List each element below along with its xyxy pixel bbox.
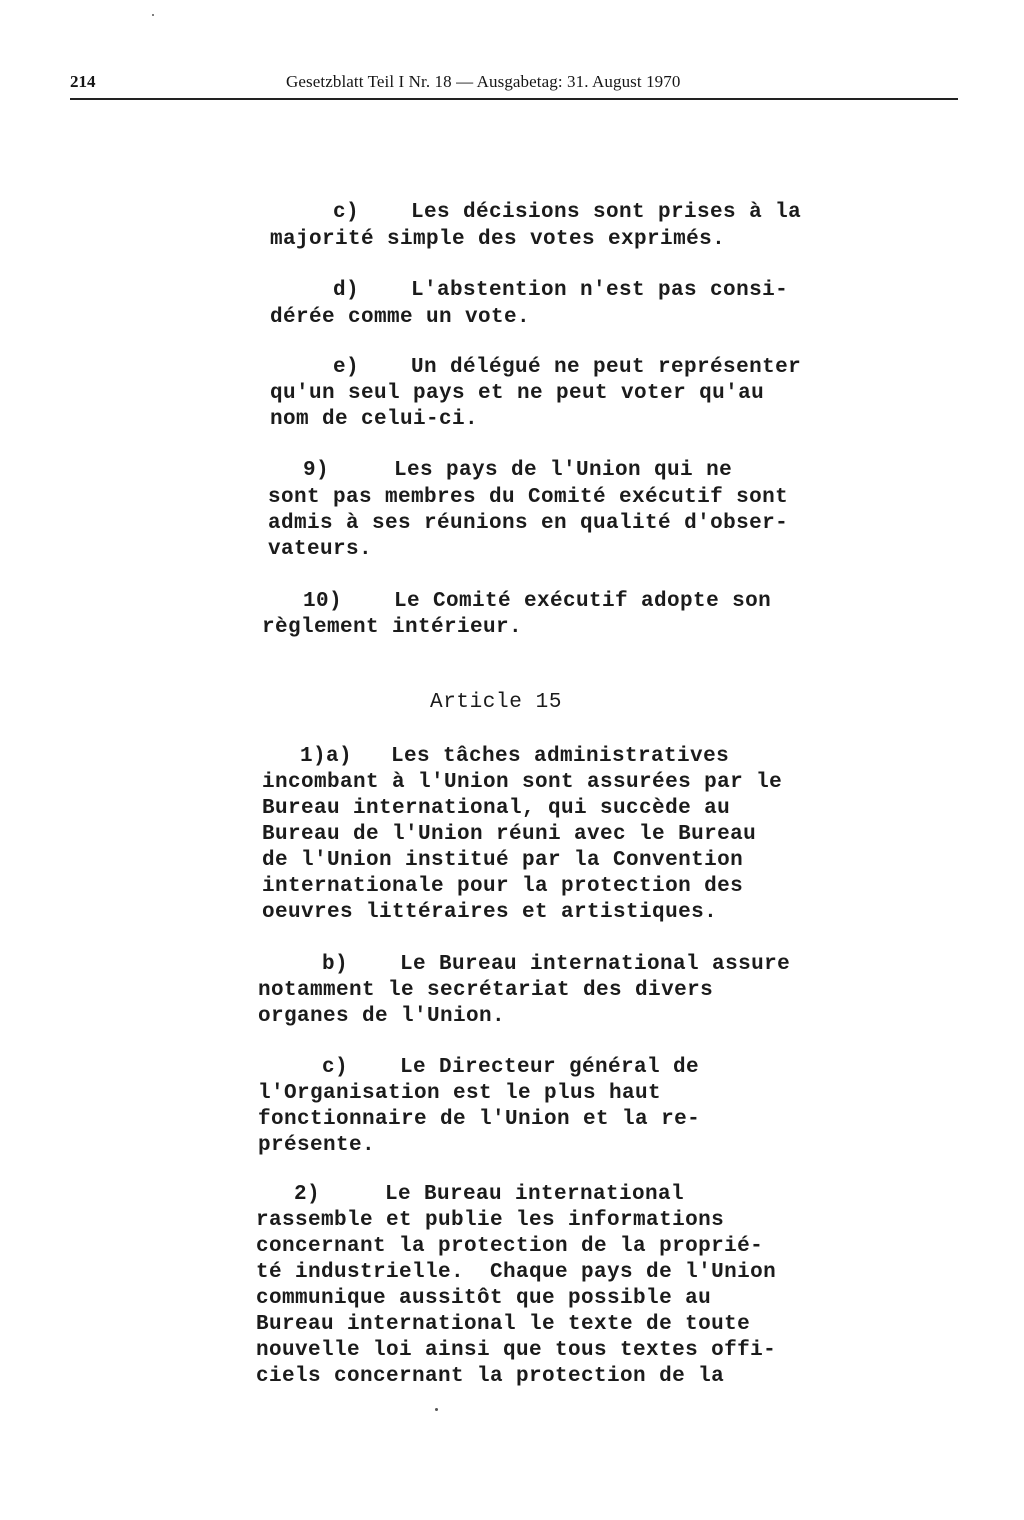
article-15-2-line: nouvelle loi ainsi que tous textes offi- xyxy=(256,1339,777,1362)
article-15-2-line: concernant la protection de la proprié- xyxy=(256,1235,764,1258)
article-15-1a-line: Bureau international, qui succède au xyxy=(262,797,731,820)
page-number: 214 xyxy=(70,72,96,91)
article-15-2-line: 2) Le Bureau international xyxy=(294,1183,685,1206)
paragraph-8d-line: d) L'abstention n'est pas consi- xyxy=(333,279,789,302)
gazette-title: Gesetzblatt Teil I Nr. 18 — Ausgabetag: 31. August 1970 xyxy=(286,72,681,91)
paragraph-8e-line: e) Un délégué ne peut représenter xyxy=(333,356,802,379)
paragraph-8c-line: majorité simple des votes exprimés. xyxy=(270,228,726,251)
article-15-1b-line: b) Le Bureau international assure xyxy=(322,953,791,976)
article-15-2-line: té industrielle. Chaque pays de l'Union xyxy=(256,1261,777,1284)
article-15-1a-line: incombant à l'Union sont assurées par le xyxy=(262,771,783,794)
article-15-1a-line: internationale pour la protection des xyxy=(262,875,744,898)
article-15-2-line: communique aussitôt que possible au xyxy=(256,1287,712,1310)
article-15-1c-line: l'Organisation est le plus haut xyxy=(258,1082,662,1105)
article-15-1a-line: 1)a) Les tâches administratives xyxy=(300,745,730,768)
paragraph-9-line: vateurs. xyxy=(268,538,373,561)
article-15-2-line: Bureau international le texte de toute xyxy=(256,1313,751,1336)
article-15-2-line: rassemble et publie les informations xyxy=(256,1209,725,1232)
paragraph-8e-line: qu'un seul pays et ne peut voter qu'au xyxy=(270,382,765,405)
paragraph-8c-line: c) Les décisions sont prises à la xyxy=(333,201,802,224)
paragraph-10-line: règlement intérieur. xyxy=(262,616,523,639)
article-15-1a-line: Bureau de l'Union réuni avec le Bureau xyxy=(262,823,757,846)
article-heading: Article 15 xyxy=(430,691,563,714)
scan-speck xyxy=(152,14,154,16)
article-15-1c-line: présente. xyxy=(258,1134,376,1157)
article-15-1b-line: notamment le secrétariat des divers xyxy=(258,979,714,1002)
article-15-1c-line: fonctionnaire de l'Union et la re- xyxy=(258,1108,701,1131)
paragraph-9-line: 9) Les pays de l'Union qui ne xyxy=(303,459,733,482)
paragraph-9-line: sont pas membres du Comité exécutif sont xyxy=(268,486,789,509)
article-15-1a-line: de l'Union institué par la Convention xyxy=(262,849,744,872)
article-15-1a-line: oeuvres littéraires et artistiques. xyxy=(262,901,718,924)
article-15-1b-line: organes de l'Union. xyxy=(258,1005,506,1028)
paragraph-10-line: 10) Le Comité exécutif adopte son xyxy=(303,590,772,613)
scan-speck xyxy=(435,1408,438,1411)
article-15-1c-line: c) Le Directeur général de xyxy=(322,1056,700,1079)
article-15-2-line: ciels concernant la protection de la xyxy=(256,1365,725,1388)
paragraph-8e-line: nom de celui-ci. xyxy=(270,408,479,431)
paragraph-9-line: admis à ses réunions en qualité d'obser- xyxy=(268,512,789,535)
paragraph-8d-line: dérée comme un vote. xyxy=(270,306,531,329)
